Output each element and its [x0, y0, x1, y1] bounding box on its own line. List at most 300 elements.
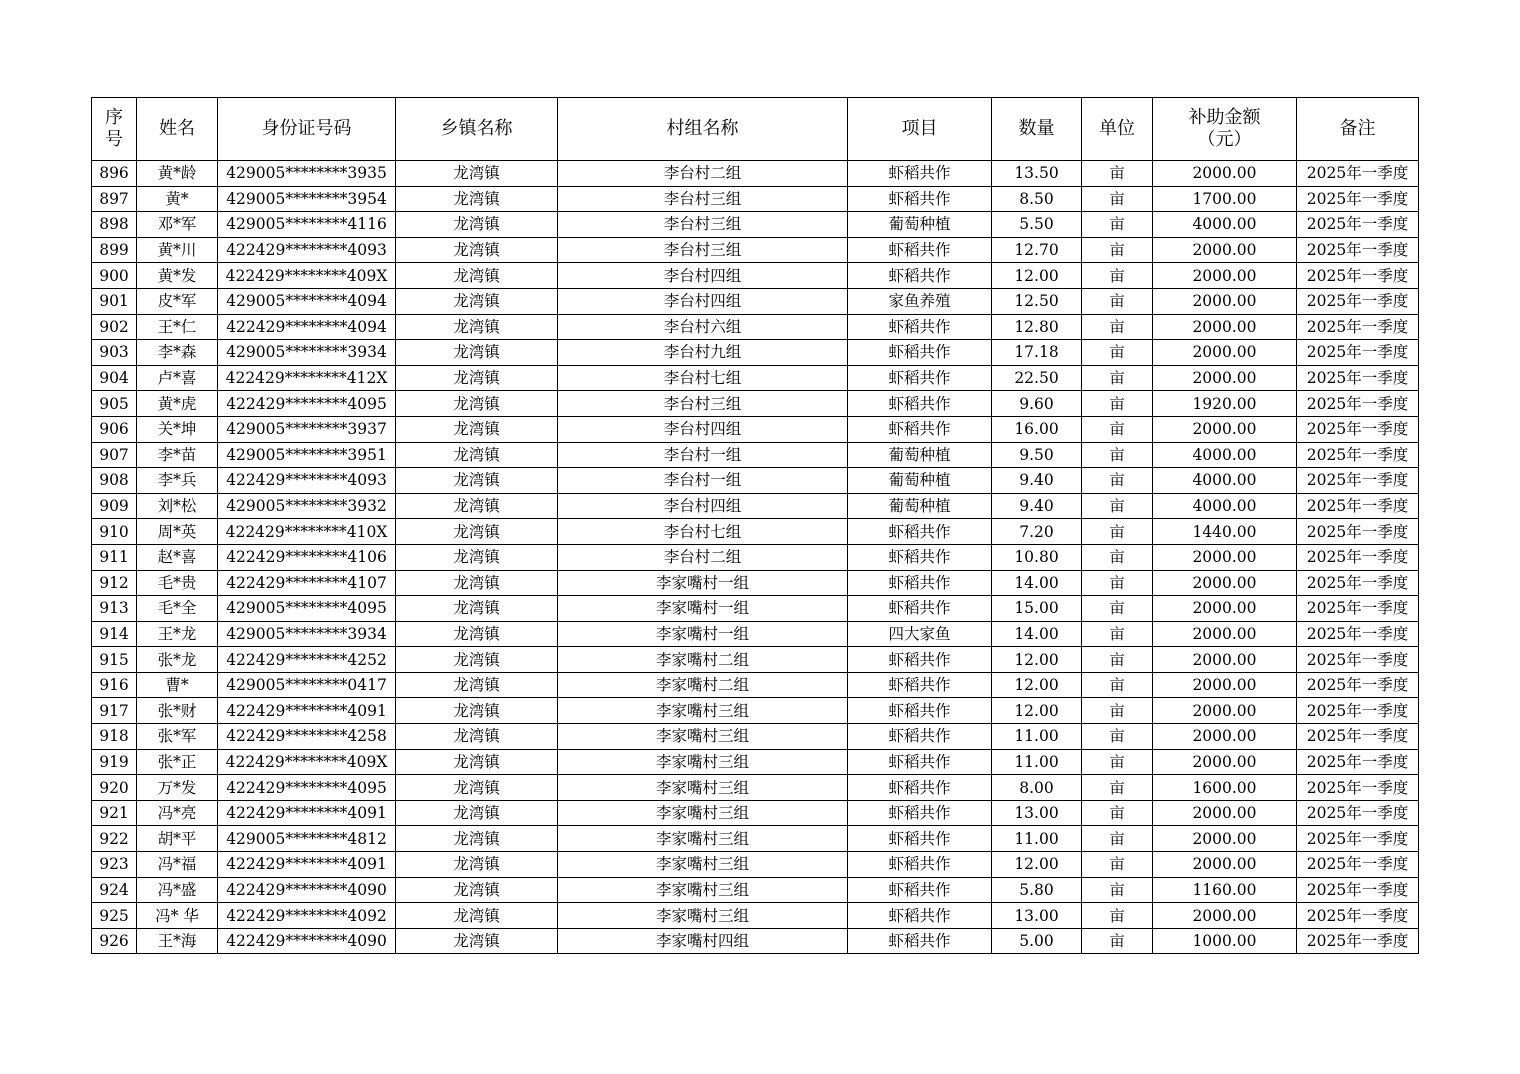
town-cell: 龙湾镇 — [396, 800, 558, 826]
amount-cell: 2000.00 — [1153, 340, 1297, 366]
seq-cell: 905 — [92, 391, 137, 417]
table-row — [92, 340, 1419, 366]
seq-cell: 902 — [92, 314, 137, 340]
village-cell: 李家嘴村一组 — [558, 596, 848, 622]
town-cell: 龙湾镇 — [396, 749, 558, 775]
seq-cell: 896 — [92, 161, 137, 187]
table-row — [92, 314, 1419, 340]
quantity-cell: 14.00 — [992, 570, 1082, 596]
project-cell: 虾稻共作 — [848, 596, 992, 622]
project-cell: 虾稻共作 — [848, 826, 992, 852]
table-row — [92, 724, 1419, 750]
header-town: 乡镇名称 — [396, 98, 558, 161]
project-cell: 葡萄种植 — [848, 442, 992, 468]
header-seq-line2: 号 — [105, 129, 123, 150]
quantity-cell: 10.80 — [992, 544, 1082, 570]
table-row — [92, 877, 1419, 903]
quantity-cell: 8.50 — [992, 186, 1082, 212]
id-number-cell: 429005********3932 — [218, 493, 396, 519]
name-cell: 李*兵 — [137, 468, 218, 494]
table-row — [92, 468, 1419, 494]
header-amount — [1153, 98, 1297, 161]
unit-cell: 亩 — [1082, 596, 1153, 622]
unit-cell: 亩 — [1082, 416, 1153, 442]
quantity-cell: 12.00 — [992, 672, 1082, 698]
name-cell: 皮*军 — [137, 288, 218, 314]
unit-cell: 亩 — [1082, 749, 1153, 775]
unit-cell: 亩 — [1082, 161, 1153, 187]
table-row — [92, 544, 1419, 570]
town-cell: 龙湾镇 — [396, 263, 558, 289]
table-row — [92, 800, 1419, 826]
village-cell: 李家嘴村二组 — [558, 672, 848, 698]
seq-cell: 921 — [92, 800, 137, 826]
amount-cell: 2000.00 — [1153, 596, 1297, 622]
quantity-cell: 12.70 — [992, 237, 1082, 263]
id-number-cell: 429005********3935 — [218, 161, 396, 187]
quantity-cell: 15.00 — [992, 596, 1082, 622]
id-number-cell: 422429********4090 — [218, 928, 396, 954]
village-cell: 李家嘴村三组 — [558, 877, 848, 903]
unit-cell: 亩 — [1082, 314, 1153, 340]
name-cell: 刘*松 — [137, 493, 218, 519]
amount-cell: 2000.00 — [1153, 288, 1297, 314]
id-number-cell: 429005********4812 — [218, 826, 396, 852]
quantity-cell: 14.00 — [992, 621, 1082, 647]
seq-cell: 913 — [92, 596, 137, 622]
project-cell: 虾稻共作 — [848, 852, 992, 878]
note-cell: 2025年一季度 — [1297, 826, 1419, 852]
note-cell: 2025年一季度 — [1297, 775, 1419, 801]
quantity-cell: 9.50 — [992, 442, 1082, 468]
header-amount-line2: （元） — [1197, 129, 1252, 150]
unit-cell: 亩 — [1082, 263, 1153, 289]
id-number-cell: 422429********4091 — [218, 800, 396, 826]
seq-cell: 903 — [92, 340, 137, 366]
table-row — [92, 186, 1419, 212]
name-cell: 冯*亮 — [137, 800, 218, 826]
project-cell: 虾稻共作 — [848, 314, 992, 340]
village-cell: 李家嘴村三组 — [558, 852, 848, 878]
unit-cell: 亩 — [1082, 621, 1153, 647]
id-number-cell: 429005********3934 — [218, 340, 396, 366]
amount-cell: 2000.00 — [1153, 826, 1297, 852]
quantity-cell: 11.00 — [992, 749, 1082, 775]
village-cell: 李家嘴村三组 — [558, 749, 848, 775]
amount-cell: 2000.00 — [1153, 314, 1297, 340]
name-cell: 毛*贵 — [137, 570, 218, 596]
quantity-cell: 12.00 — [992, 698, 1082, 724]
project-cell: 虾稻共作 — [848, 775, 992, 801]
town-cell: 龙湾镇 — [396, 391, 558, 417]
table-row — [92, 775, 1419, 801]
amount-cell: 2000.00 — [1153, 161, 1297, 187]
quantity-cell: 12.00 — [992, 263, 1082, 289]
quantity-cell: 5.50 — [992, 212, 1082, 238]
note-cell: 2025年一季度 — [1297, 365, 1419, 391]
name-cell: 黄*龄 — [137, 161, 218, 187]
village-cell: 李台村二组 — [558, 544, 848, 570]
name-cell: 王*仁 — [137, 314, 218, 340]
town-cell: 龙湾镇 — [396, 161, 558, 187]
header-project: 项目 — [848, 98, 992, 161]
town-cell: 龙湾镇 — [396, 340, 558, 366]
project-cell: 葡萄种植 — [848, 493, 992, 519]
seq-cell: 917 — [92, 698, 137, 724]
note-cell: 2025年一季度 — [1297, 698, 1419, 724]
amount-cell: 4000.00 — [1153, 493, 1297, 519]
unit-cell: 亩 — [1082, 288, 1153, 314]
seq-cell: 900 — [92, 263, 137, 289]
town-cell: 龙湾镇 — [396, 621, 558, 647]
header-quantity: 数量 — [992, 98, 1082, 161]
town-cell: 龙湾镇 — [396, 672, 558, 698]
village-cell: 李台村九组 — [558, 340, 848, 366]
header-seq-line1: 序 — [105, 107, 123, 128]
unit-cell: 亩 — [1082, 237, 1153, 263]
unit-cell: 亩 — [1082, 365, 1153, 391]
unit-cell: 亩 — [1082, 852, 1153, 878]
village-cell: 李台村三组 — [558, 186, 848, 212]
town-cell: 龙湾镇 — [396, 186, 558, 212]
town-cell: 龙湾镇 — [396, 544, 558, 570]
seq-cell: 906 — [92, 416, 137, 442]
name-cell: 王*海 — [137, 928, 218, 954]
name-cell: 黄*川 — [137, 237, 218, 263]
name-cell: 胡*平 — [137, 826, 218, 852]
subsidy-table — [91, 97, 1419, 954]
quantity-cell: 17.18 — [992, 340, 1082, 366]
village-cell: 李家嘴村二组 — [558, 647, 848, 673]
seq-cell: 907 — [92, 442, 137, 468]
name-cell: 黄* — [137, 186, 218, 212]
amount-cell: 4000.00 — [1153, 212, 1297, 238]
project-cell: 虾稻共作 — [848, 903, 992, 929]
town-cell: 龙湾镇 — [396, 365, 558, 391]
seq-cell: 901 — [92, 288, 137, 314]
name-cell: 冯*福 — [137, 852, 218, 878]
seq-cell: 924 — [92, 877, 137, 903]
quantity-cell: 12.50 — [992, 288, 1082, 314]
town-cell: 龙湾镇 — [396, 416, 558, 442]
quantity-cell: 7.20 — [992, 519, 1082, 545]
village-cell: 李家嘴村三组 — [558, 826, 848, 852]
project-cell: 虾稻共作 — [848, 161, 992, 187]
town-cell: 龙湾镇 — [396, 852, 558, 878]
name-cell: 张*军 — [137, 724, 218, 750]
unit-cell: 亩 — [1082, 186, 1153, 212]
amount-cell: 1160.00 — [1153, 877, 1297, 903]
table-row — [92, 596, 1419, 622]
name-cell: 李*森 — [137, 340, 218, 366]
project-cell: 四大家鱼 — [848, 621, 992, 647]
table-row — [92, 263, 1419, 289]
quantity-cell: 9.60 — [992, 391, 1082, 417]
seq-cell: 910 — [92, 519, 137, 545]
amount-cell: 4000.00 — [1153, 468, 1297, 494]
seq-cell: 915 — [92, 647, 137, 673]
village-cell: 李台村四组 — [558, 493, 848, 519]
table-row — [92, 647, 1419, 673]
name-cell: 张*正 — [137, 749, 218, 775]
unit-cell: 亩 — [1082, 442, 1153, 468]
quantity-cell: 12.80 — [992, 314, 1082, 340]
id-number-cell: 429005********4116 — [218, 212, 396, 238]
amount-cell: 1440.00 — [1153, 519, 1297, 545]
project-cell: 虾稻共作 — [848, 800, 992, 826]
seq-cell: 897 — [92, 186, 137, 212]
unit-cell: 亩 — [1082, 775, 1153, 801]
name-cell: 赵*喜 — [137, 544, 218, 570]
seq-cell: 899 — [92, 237, 137, 263]
note-cell: 2025年一季度 — [1297, 391, 1419, 417]
seq-cell: 920 — [92, 775, 137, 801]
project-cell: 虾稻共作 — [848, 519, 992, 545]
quantity-cell: 5.00 — [992, 928, 1082, 954]
project-cell: 葡萄种植 — [848, 468, 992, 494]
village-cell: 李台村二组 — [558, 161, 848, 187]
project-cell: 虾稻共作 — [848, 391, 992, 417]
table-row — [92, 698, 1419, 724]
unit-cell: 亩 — [1082, 877, 1153, 903]
unit-cell: 亩 — [1082, 826, 1153, 852]
note-cell: 2025年一季度 — [1297, 212, 1419, 238]
amount-cell: 2000.00 — [1153, 263, 1297, 289]
unit-cell: 亩 — [1082, 928, 1153, 954]
id-number-cell: 429005********0417 — [218, 672, 396, 698]
project-cell: 虾稻共作 — [848, 724, 992, 750]
table-row — [92, 161, 1419, 187]
town-cell: 龙湾镇 — [396, 877, 558, 903]
table-row — [92, 288, 1419, 314]
village-cell: 李台村三组 — [558, 237, 848, 263]
seq-cell: 918 — [92, 724, 137, 750]
name-cell: 李*苗 — [137, 442, 218, 468]
village-cell: 李台村一组 — [558, 468, 848, 494]
id-number-cell: 422429********4093 — [218, 237, 396, 263]
name-cell: 黄*发 — [137, 263, 218, 289]
town-cell: 龙湾镇 — [396, 826, 558, 852]
id-number-cell: 422429********4092 — [218, 903, 396, 929]
note-cell: 2025年一季度 — [1297, 570, 1419, 596]
note-cell: 2025年一季度 — [1297, 314, 1419, 340]
name-cell: 周*英 — [137, 519, 218, 545]
seq-cell: 916 — [92, 672, 137, 698]
village-cell: 李台村一组 — [558, 442, 848, 468]
note-cell: 2025年一季度 — [1297, 852, 1419, 878]
amount-cell: 2000.00 — [1153, 544, 1297, 570]
seq-cell: 914 — [92, 621, 137, 647]
quantity-cell: 11.00 — [992, 724, 1082, 750]
name-cell: 万*发 — [137, 775, 218, 801]
project-cell: 家鱼养殖 — [848, 288, 992, 314]
village-cell: 李家嘴村三组 — [558, 903, 848, 929]
quantity-cell: 5.80 — [992, 877, 1082, 903]
town-cell: 龙湾镇 — [396, 212, 558, 238]
note-cell: 2025年一季度 — [1297, 493, 1419, 519]
header-village: 村组名称 — [558, 98, 848, 161]
quantity-cell: 9.40 — [992, 468, 1082, 494]
note-cell: 2025年一季度 — [1297, 903, 1419, 929]
town-cell: 龙湾镇 — [396, 698, 558, 724]
id-number-cell: 429005********3954 — [218, 186, 396, 212]
amount-cell: 1600.00 — [1153, 775, 1297, 801]
table-row — [92, 852, 1419, 878]
amount-cell: 2000.00 — [1153, 416, 1297, 442]
id-number-cell: 429005********4094 — [218, 288, 396, 314]
amount-cell: 2000.00 — [1153, 365, 1297, 391]
id-number-cell: 422429********4252 — [218, 647, 396, 673]
id-number-cell: 429005********3951 — [218, 442, 396, 468]
amount-cell: 2000.00 — [1153, 672, 1297, 698]
unit-cell: 亩 — [1082, 647, 1153, 673]
seq-cell: 926 — [92, 928, 137, 954]
village-cell: 李家嘴村三组 — [558, 800, 848, 826]
table-row — [92, 365, 1419, 391]
note-cell: 2025年一季度 — [1297, 749, 1419, 775]
amount-cell: 4000.00 — [1153, 442, 1297, 468]
unit-cell: 亩 — [1082, 800, 1153, 826]
unit-cell: 亩 — [1082, 570, 1153, 596]
village-cell: 李台村四组 — [558, 416, 848, 442]
seq-cell: 904 — [92, 365, 137, 391]
note-cell: 2025年一季度 — [1297, 621, 1419, 647]
unit-cell: 亩 — [1082, 544, 1153, 570]
note-cell: 2025年一季度 — [1297, 263, 1419, 289]
unit-cell: 亩 — [1082, 391, 1153, 417]
project-cell: 虾稻共作 — [848, 698, 992, 724]
project-cell: 虾稻共作 — [848, 186, 992, 212]
project-cell: 虾稻共作 — [848, 672, 992, 698]
unit-cell: 亩 — [1082, 212, 1153, 238]
project-cell: 虾稻共作 — [848, 544, 992, 570]
name-cell: 冯*盛 — [137, 877, 218, 903]
table-row — [92, 519, 1419, 545]
town-cell: 龙湾镇 — [396, 468, 558, 494]
name-cell: 张*财 — [137, 698, 218, 724]
id-number-cell: 422429********4106 — [218, 544, 396, 570]
amount-cell: 2000.00 — [1153, 724, 1297, 750]
town-cell: 龙湾镇 — [396, 647, 558, 673]
note-cell: 2025年一季度 — [1297, 468, 1419, 494]
amount-cell: 1920.00 — [1153, 391, 1297, 417]
name-cell: 毛*全 — [137, 596, 218, 622]
amount-cell: 2000.00 — [1153, 800, 1297, 826]
id-number-cell: 429005********3934 — [218, 621, 396, 647]
note-cell: 2025年一季度 — [1297, 724, 1419, 750]
name-cell: 王*龙 — [137, 621, 218, 647]
amount-cell: 1000.00 — [1153, 928, 1297, 954]
name-cell: 黄*虎 — [137, 391, 218, 417]
town-cell: 龙湾镇 — [396, 288, 558, 314]
seq-cell: 923 — [92, 852, 137, 878]
unit-cell: 亩 — [1082, 468, 1153, 494]
header-name: 姓名 — [137, 98, 218, 161]
id-number-cell: 422429********412X — [218, 365, 396, 391]
id-number-cell: 422429********409X — [218, 263, 396, 289]
id-number-cell: 429005********4095 — [218, 596, 396, 622]
unit-cell: 亩 — [1082, 672, 1153, 698]
quantity-cell: 13.00 — [992, 903, 1082, 929]
note-cell: 2025年一季度 — [1297, 647, 1419, 673]
table-row — [92, 391, 1419, 417]
note-cell: 2025年一季度 — [1297, 340, 1419, 366]
name-cell: 关*坤 — [137, 416, 218, 442]
table-row — [92, 621, 1419, 647]
table-row — [92, 749, 1419, 775]
quantity-cell: 11.00 — [992, 826, 1082, 852]
id-number-cell: 422429********4093 — [218, 468, 396, 494]
village-cell: 李家嘴村三组 — [558, 724, 848, 750]
village-cell: 李家嘴村一组 — [558, 621, 848, 647]
note-cell: 2025年一季度 — [1297, 186, 1419, 212]
quantity-cell: 9.40 — [992, 493, 1082, 519]
note-cell: 2025年一季度 — [1297, 288, 1419, 314]
project-cell: 虾稻共作 — [848, 237, 992, 263]
id-number-cell: 422429********4091 — [218, 698, 396, 724]
amount-cell: 2000.00 — [1153, 621, 1297, 647]
amount-cell: 2000.00 — [1153, 237, 1297, 263]
note-cell: 2025年一季度 — [1297, 416, 1419, 442]
note-cell: 2025年一季度 — [1297, 596, 1419, 622]
note-cell: 2025年一季度 — [1297, 237, 1419, 263]
project-cell: 葡萄种植 — [848, 212, 992, 238]
project-cell: 虾稻共作 — [848, 749, 992, 775]
amount-cell: 2000.00 — [1153, 698, 1297, 724]
village-cell: 李家嘴村三组 — [558, 775, 848, 801]
seq-cell: 909 — [92, 493, 137, 519]
header-note: 备注 — [1297, 98, 1419, 161]
id-number-cell: 429005********3937 — [218, 416, 396, 442]
amount-cell: 1700.00 — [1153, 186, 1297, 212]
table-row — [92, 672, 1419, 698]
quantity-cell: 12.00 — [992, 647, 1082, 673]
seq-cell: 925 — [92, 903, 137, 929]
table-row — [92, 212, 1419, 238]
note-cell: 2025年一季度 — [1297, 928, 1419, 954]
village-cell: 李家嘴村四组 — [558, 928, 848, 954]
id-number-cell: 422429********4094 — [218, 314, 396, 340]
town-cell: 龙湾镇 — [396, 314, 558, 340]
seq-cell: 908 — [92, 468, 137, 494]
seq-cell: 911 — [92, 544, 137, 570]
name-cell: 冯* 华 — [137, 903, 218, 929]
quantity-cell: 22.50 — [992, 365, 1082, 391]
note-cell: 2025年一季度 — [1297, 544, 1419, 570]
note-cell: 2025年一季度 — [1297, 800, 1419, 826]
unit-cell: 亩 — [1082, 724, 1153, 750]
unit-cell: 亩 — [1082, 340, 1153, 366]
name-cell: 卢*喜 — [137, 365, 218, 391]
note-cell: 2025年一季度 — [1297, 161, 1419, 187]
header-amount-line1: 补助金额 — [1188, 107, 1261, 128]
village-cell: 李台村三组 — [558, 391, 848, 417]
project-cell: 虾稻共作 — [848, 416, 992, 442]
table-row — [92, 237, 1419, 263]
table-row — [92, 442, 1419, 468]
quantity-cell: 13.50 — [992, 161, 1082, 187]
town-cell: 龙湾镇 — [396, 903, 558, 929]
village-cell: 李台村七组 — [558, 519, 848, 545]
table-body — [92, 161, 1419, 954]
village-cell: 李家嘴村三组 — [558, 698, 848, 724]
town-cell: 龙湾镇 — [396, 442, 558, 468]
name-cell: 张*龙 — [137, 647, 218, 673]
note-cell: 2025年一季度 — [1297, 877, 1419, 903]
name-cell: 曹* — [137, 672, 218, 698]
amount-cell: 2000.00 — [1153, 852, 1297, 878]
header-id-number: 身份证号码 — [218, 98, 396, 161]
